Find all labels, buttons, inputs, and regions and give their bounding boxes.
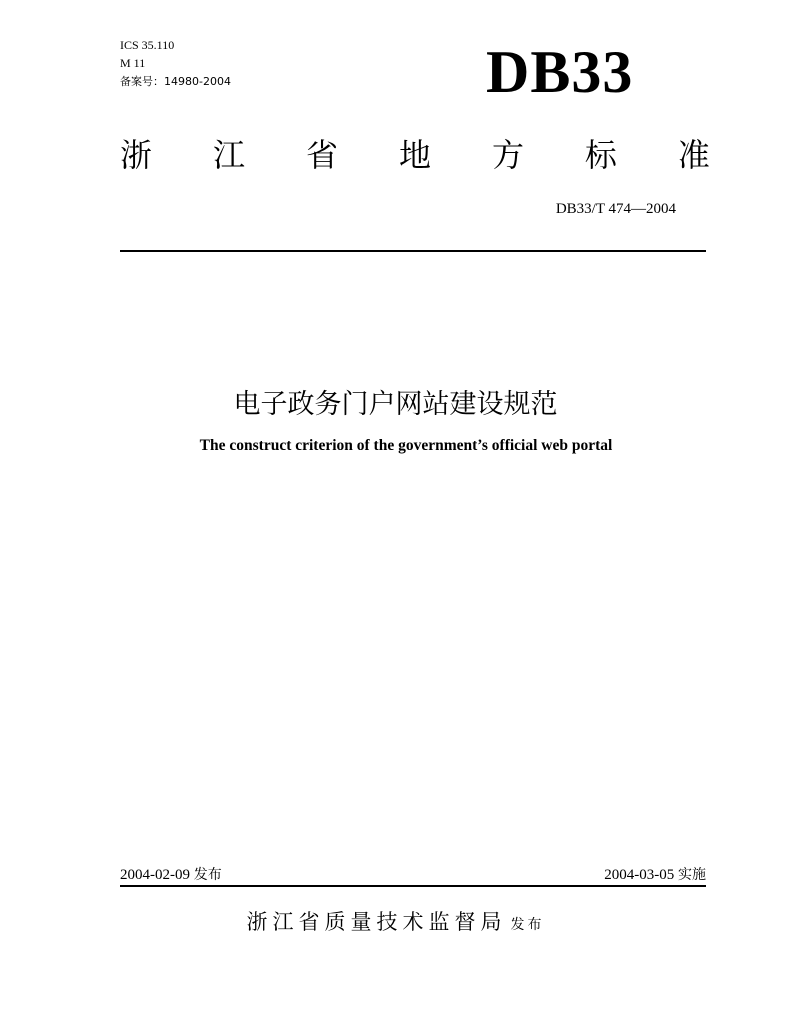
- release-date-line: [120, 866, 222, 884]
- db33-logo: DB33: [486, 39, 634, 105]
- standard-kind-char: 江: [212, 136, 245, 174]
- standard-kind-char: 标: [584, 136, 617, 174]
- standard-kind-char: 浙: [120, 136, 153, 174]
- standard-kind-heading: [120, 130, 710, 180]
- release-date: 2004-02-09: [120, 867, 190, 883]
- standard-kind-char: 方: [491, 136, 524, 174]
- record-number: 备案号：14980-2004: [120, 75, 231, 88]
- header-divider: [120, 250, 706, 252]
- footer-divider: [120, 885, 706, 887]
- title-chinese: 电子政务门户网站建设规范: [233, 389, 558, 420]
- standard-kind-char: 准: [677, 136, 710, 174]
- implementation-date: 2004-03-05: [604, 867, 675, 883]
- title-english: The construct criterion of the government’s official web portal: [199, 437, 613, 454]
- implementation-label: 实施: [678, 867, 706, 883]
- release-label: 发布: [193, 867, 222, 883]
- standard-kind-char: 地: [398, 136, 431, 174]
- category-code: M 11: [120, 56, 146, 70]
- implementation-date-line: [604, 866, 706, 884]
- standard-number: DB33/T 474—2004: [555, 201, 676, 217]
- ics-code: ICS 35.110: [120, 38, 175, 52]
- issuer-line: [0, 904, 791, 940]
- issuer-action: 发布: [510, 917, 545, 933]
- standard-kind-char: 省: [305, 136, 338, 174]
- issuer-organization: 浙江省质量技术监督局: [246, 910, 507, 934]
